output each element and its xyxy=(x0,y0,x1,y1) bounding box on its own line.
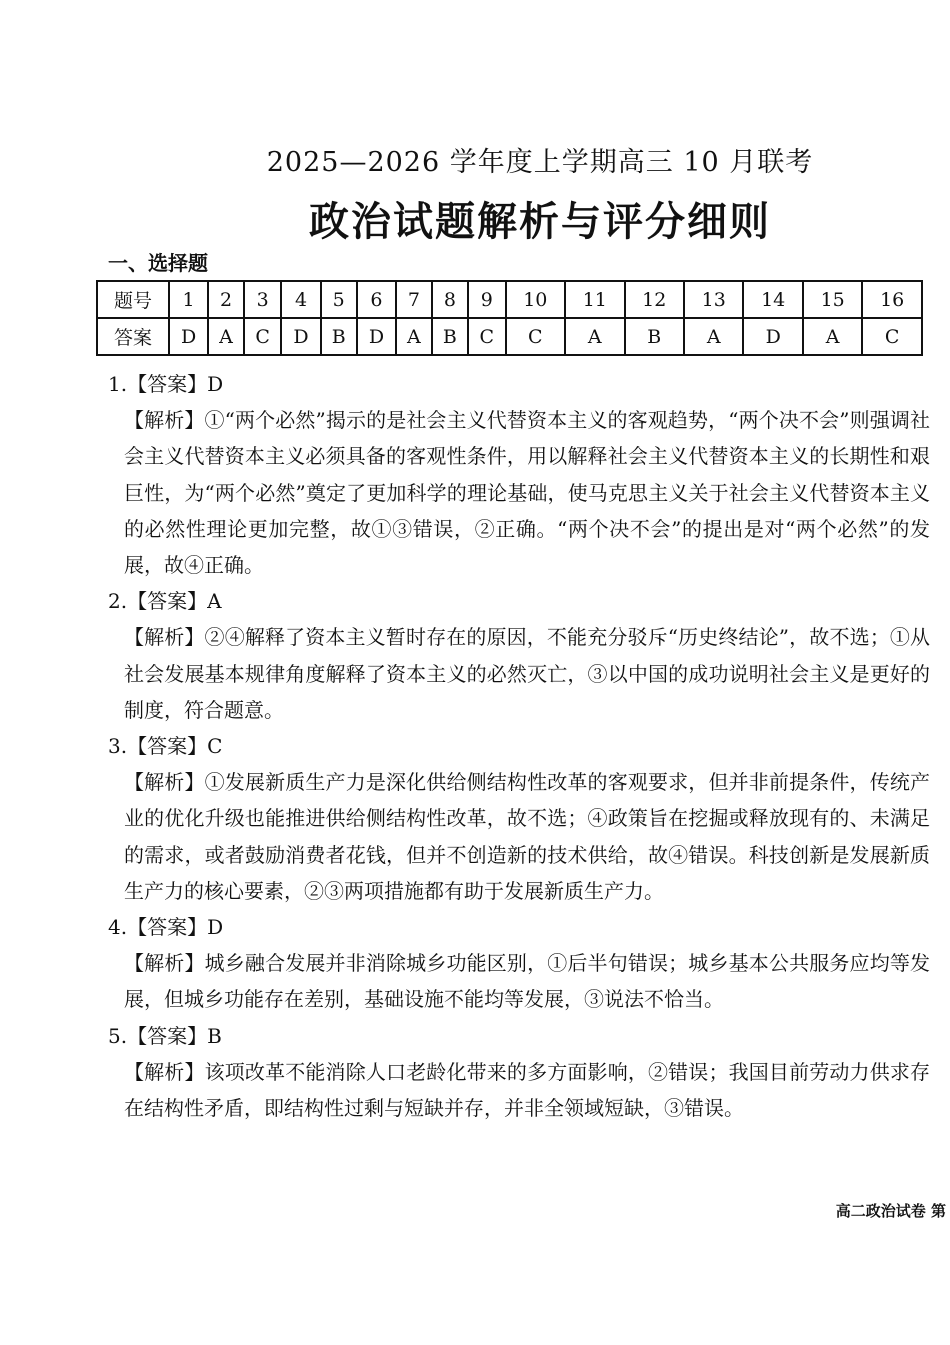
answer-cell: C xyxy=(862,318,922,355)
question-number: 1 xyxy=(169,281,208,318)
answer-cell: A xyxy=(803,318,862,355)
answer-cell: D xyxy=(169,318,208,355)
question-item xyxy=(108,366,930,583)
row-label-number: 题号 xyxy=(97,281,169,318)
question-number: 8 xyxy=(432,281,468,318)
question-number: 7 xyxy=(396,281,432,318)
answer-line: 4.【答案】D xyxy=(108,915,224,940)
answer-cell: A xyxy=(396,318,432,355)
question-number: 3 xyxy=(244,281,282,318)
row-label-answer: 答案 xyxy=(97,318,169,355)
answer-row xyxy=(97,318,922,355)
question-number: 13 xyxy=(684,281,743,318)
answer-cell: B xyxy=(432,318,468,355)
answer-cell: D xyxy=(743,318,802,355)
question-number: 11 xyxy=(565,281,624,318)
answer-cell: A xyxy=(208,318,244,355)
section-title: 一、选择题 xyxy=(108,251,208,275)
question-number: 16 xyxy=(862,281,922,318)
answer-line: 5.【答案】B xyxy=(108,1023,222,1048)
question-number: 15 xyxy=(803,281,862,318)
question-number: 14 xyxy=(743,281,802,318)
question-number: 6 xyxy=(357,281,396,318)
question-number-row xyxy=(97,281,922,318)
answer-line: 3.【答案】C xyxy=(108,734,223,759)
answer-cell: A xyxy=(565,318,624,355)
question-item xyxy=(108,728,930,909)
question-number: 2 xyxy=(208,281,244,318)
question-item xyxy=(108,1018,930,1127)
exam-title-line1: 2025—2026 学年度上学期高三 10 月联考 xyxy=(266,147,814,178)
answer-cell: C xyxy=(506,318,565,355)
answer-table xyxy=(96,280,923,356)
question-number: 9 xyxy=(468,281,506,318)
explanation-text: 【解析】①“两个必然”揭示的是社会主义代替资本主义的客观趋势，“两个决不会”则强调社会主义代替资本主义必须具备的客观性条件，用以解释社会主义代替资本主义的长期性和艰巨性，为“两个必然”奠定了更加科学的理论基础，使马克思主义关于社会主义代替资本主义的必然性理论更加完整，故①③错误，②正确。“两个决不会”的提出是对“两个必然”的发展，故④正确。 xyxy=(124,408,930,578)
answer-cell: D xyxy=(281,318,320,355)
question-item xyxy=(108,583,930,728)
question-number: 5 xyxy=(321,281,357,318)
question-number: 12 xyxy=(625,281,684,318)
answer-line: 1.【答案】D xyxy=(108,372,224,396)
exam-title-line2: 政治试题解析与评分细则 xyxy=(309,198,771,245)
answer-explanations xyxy=(108,366,930,1126)
explanation-text: 【解析】②④解释了资本主义暂时存在的原因，不能充分驳斥“历史终结论”，故不选；①从社会发展基本规律角度解释了资本主义的必然灭亡，③以中国的成功说明社会主义是更好的制度，符合题意。 xyxy=(124,625,930,722)
question-number: 10 xyxy=(506,281,565,318)
page-footer: 高二政治试卷 第 xyxy=(835,1202,946,1220)
answer-line: 2.【答案】A xyxy=(108,589,222,614)
answer-cell: D xyxy=(357,318,396,355)
explanation-text: 【解析】城乡融合发展并非消除城乡功能区别，①后半句错误；城乡基本公共服务应均等发展，但城乡功能存在差别，基础设施不能均等发展，③说法不恰当。 xyxy=(124,951,930,1012)
question-number: 4 xyxy=(281,281,320,318)
answer-cell: C xyxy=(468,318,506,355)
explanation-text: 【解析】该项改革不能消除人口老龄化带来的多方面影响，②错误；我国目前劳动力供求存在结构性矛盾，即结构性过剩与短缺并存，并非全领域短缺，③错误。 xyxy=(124,1059,930,1121)
answer-cell: A xyxy=(684,318,743,355)
answer-cell: B xyxy=(625,318,684,355)
question-item xyxy=(108,909,930,1018)
answer-cell: B xyxy=(321,318,357,355)
explanation-text: 【解析】①发展新质生产力是深化供给侧结构性改革的客观要求，但并非前提条件，传统产业的优化升级也能推进供给侧结构性改革，故不选；④政策旨在挖掘或释放现有的、未满足的需求，或者鼓励消费者花钱，但并不创造新的技术供给，故④错误。科技创新是发展新质生产力的核心要素，②③两项措施都有助于发展新质生产力。 xyxy=(124,770,930,903)
answer-cell: C xyxy=(244,318,282,355)
